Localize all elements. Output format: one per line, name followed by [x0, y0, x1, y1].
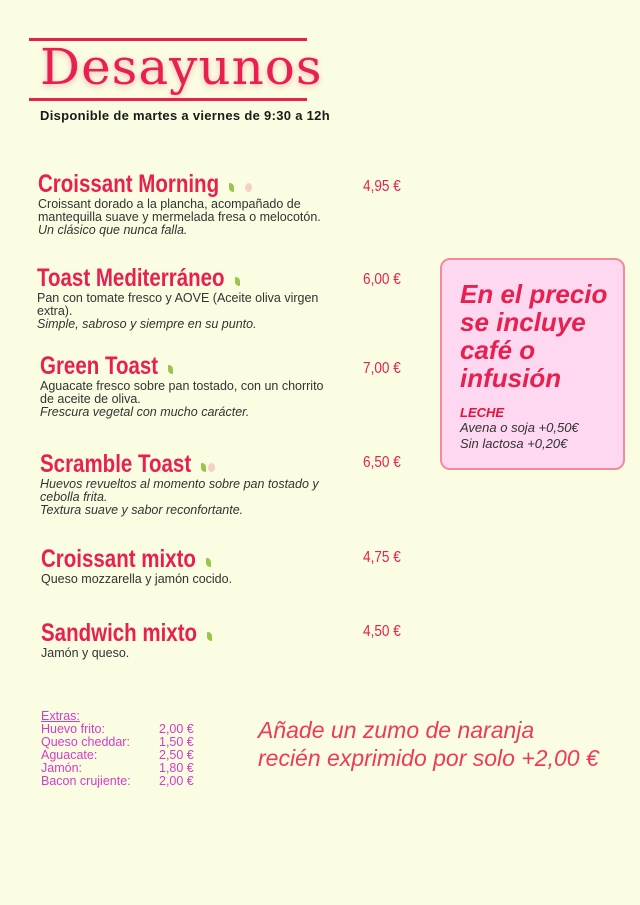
menu-item — [41, 619, 371, 660]
description-text: Huevos revueltos al momento sobre pan tostado y cebolla frita. — [40, 477, 319, 504]
allergen-icons — [206, 554, 222, 572]
extra-price: 1,80 € — [159, 761, 194, 775]
item-tagline: Frescura vegetal con mucho carácter. — [40, 405, 250, 419]
item-name: Scramble Toast — [40, 450, 192, 478]
extra-name: Aguacate: — [41, 748, 98, 762]
allergen-icons — [235, 273, 242, 291]
item-name: Toast Mediterráneo — [37, 264, 225, 292]
item-price: 6,00 € — [363, 271, 401, 288]
menu-item — [41, 545, 371, 586]
item-description — [37, 292, 337, 331]
description-text: Aguacate fresco sobre pan tostado, con un chorrito de aceite de oliva. — [40, 379, 324, 406]
egg-icon — [208, 463, 215, 472]
milk-option: Sin lactosa +0,20€ — [460, 436, 568, 451]
item-description — [41, 573, 341, 586]
description-text: Queso mozzarella y jamón cocido. — [41, 572, 233, 586]
item-price: 4,50 € — [363, 623, 401, 640]
menu-item — [40, 450, 370, 517]
description-text: Croissant dorado a la plancha, acompañado de mantequilla suave y mermelada fresa o melocotón. — [38, 197, 321, 224]
milk-icon — [214, 632, 221, 641]
item-description — [38, 198, 338, 237]
egg-icon — [245, 183, 252, 192]
item-name: Sandwich mixto — [41, 619, 198, 647]
item-description — [40, 380, 340, 419]
allergen-icons — [207, 628, 223, 646]
juice-offer — [258, 716, 599, 772]
item-name: Croissant Morning — [38, 170, 220, 198]
milk-icon — [236, 183, 243, 192]
juice-line: recién exprimido por solo +2,00 € — [258, 745, 599, 771]
availability-text: Disponible de martes a viernes de 9:30 a 12h — [40, 108, 330, 123]
item-price: 7,00 € — [363, 360, 401, 377]
item-tagline: Simple, sabroso y siempre en su punto. — [37, 317, 257, 331]
extra-name: Huevo frito: — [41, 722, 105, 736]
description-text: Jamón y queso. — [41, 646, 130, 660]
item-tagline: Textura suave y sabor reconfortante. — [40, 503, 244, 517]
title-rule-bottom — [29, 98, 307, 101]
milk-option: Avena o soja +0,50€ — [460, 420, 579, 435]
extra-price: 1,50 € — [159, 735, 194, 749]
extra-price: 2,00 € — [159, 774, 194, 788]
menu-item — [40, 352, 370, 419]
extra-name: Jamón: — [41, 761, 82, 775]
item-name: Croissant mixto — [41, 545, 196, 573]
box-title: En el precio se incluye café o infusión — [460, 279, 608, 393]
extras-list — [41, 710, 194, 788]
item-price: 4,75 € — [363, 549, 401, 566]
allergen-icons — [229, 179, 254, 197]
description-text: Pan con tomate fresco y AOVE (Aceite oliva virgen extra). — [37, 291, 319, 318]
menu-item — [38, 170, 368, 237]
wheat-icon — [229, 183, 234, 192]
wheat-icon — [201, 463, 206, 472]
wheat-icon — [168, 365, 173, 374]
allergen-icons — [168, 361, 175, 379]
item-price: 6,50 € — [363, 454, 401, 471]
extra-row — [41, 775, 194, 788]
wheat-icon — [206, 558, 211, 567]
item-description — [40, 478, 340, 517]
item-tagline: Un clásico que nunca falla. — [38, 223, 188, 237]
item-description — [41, 647, 341, 660]
extra-name: Bacon crujiente: — [41, 774, 131, 788]
item-name: Green Toast — [40, 352, 159, 380]
extra-name: Queso cheddar: — [41, 735, 130, 749]
extras-title: Extras: — [41, 709, 80, 723]
page-title: Desayunos — [40, 38, 323, 96]
wheat-icon — [207, 632, 212, 641]
item-price: 4,95 € — [363, 178, 401, 195]
menu-item — [37, 264, 367, 331]
juice-line: Añade un zumo de naranja — [258, 717, 535, 743]
included-drink-box — [440, 258, 625, 470]
allergen-icons — [201, 459, 217, 477]
wheat-icon — [235, 277, 240, 286]
extra-price: 2,00 € — [159, 722, 194, 736]
milk-icon — [213, 558, 220, 567]
milk-label: LECHE — [460, 405, 505, 420]
extra-price: 2,50 € — [159, 748, 194, 762]
